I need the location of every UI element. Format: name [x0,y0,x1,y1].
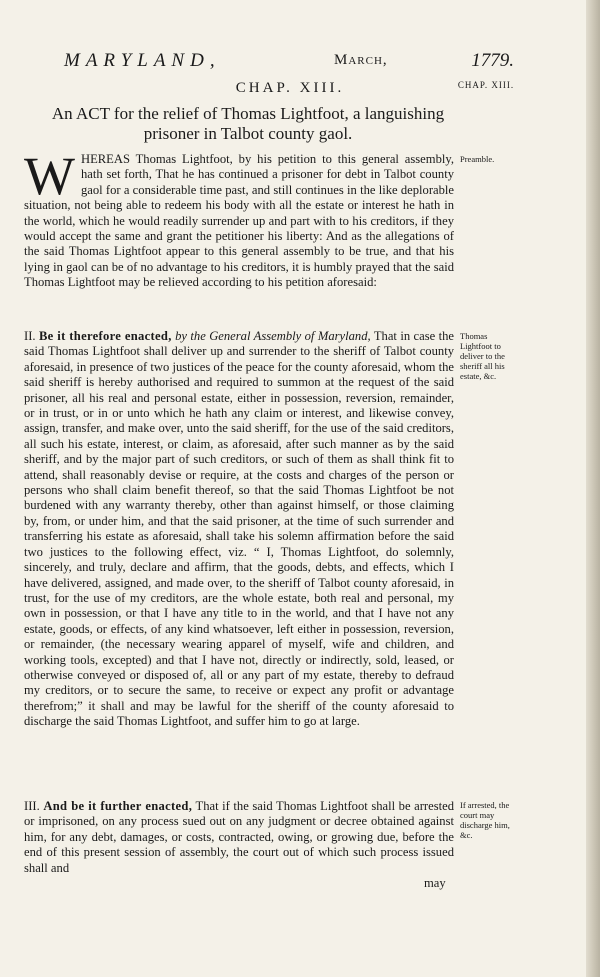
book-spine-shadow [586,0,600,977]
act-title: An ACT for the relief of Thomas Lightfoot, a languishing prisoner in Talbot county gaol. [51,104,445,143]
running-head-state: MARYLAND, [64,50,221,71]
section-2-number: II. [24,329,36,343]
preamble-paragraph [24,146,454,291]
section-3-text: That if the said Thomas Lightfoot shall be arrested or imprisoned, on any process sued out on any judgment or decree obtained against him, for any debt, damages, or costs, contracted, owing, or growing due, before the end of this present session of assembly, the court out of which such process issued shall and [24,799,454,875]
margin-note-section-2: Thomas Lightfoot to deliver to the sheriff all his estate, &c. [460,331,505,381]
chapter-margin-heading: CHAP. XIII. [457,80,515,90]
margin-note-preamble: Preamble. [460,154,495,164]
section-2-enacting-clause: Be it therefore enacted, [38,329,172,343]
running-head-year: 1779. [471,50,514,71]
section-2-text: That in case the said Thomas Lightfoot shall deliver up and surrender to the sheriff of Talbot county aforesaid, in presence of two justices of the peace for the county aforesaid, whom the said sheriff is hereby authorised and required to summon at the request of the said prisoner, all his real and personal estate, either in possession, reversion, remainder, or in trust, or in or unto which he hath any claim or interest, and likewise convey, assign, transfer, and make over, unto the said sheriff, for the use of the said creditors, all such his estate, interest, or claim, as aforesaid, after such manner as by the said sheriff, and by the major part of such creditors, or such of them as shall think fit to attend, shall reasonably devise or require, at the costs and charges of the person or persons who shall claim benefit thereof, so that the said Thomas Lightfoot be not burdened with any warranty thereby, other than against himself, or those claiming by, from, or under him, and that the said prisoner, at the time of such surrender and transferring his estate as aforesaid, shall take his solemn affirmation before the said two justices to the following effect, viz. “ I, Thomas Lightfoot, do solemnly, sincerely, and truly, declare and affirm, that the goods, debts, and effects, which I have delivered, assigned, and made over, to the sheriff of Talbot county aforesaid, in trust, for the use of my creditors, are the whole estate, both real and personal, my own in possession, or that I have any title to in the world, and that I have not any estate, goods, or effects, of any kind whatsoever, left either in possession, reversion, or remainder, (the necessary wearing apparel of myself, wife and children, and working tools, excepted) and that I have not, directly or indirectly, sold, leased, or otherwise conveyed or disposed of, all or any part of my estate, thereby to defraud my creditors, or to secure the same, to receive or expect any profit or advantage therefrom;” it shall and may be lawful for the sheriff of the county aforesaid to discharge the said Thomas Lightfoot, and suffer him to go at large. [24,329,455,729]
section-3-enacting-clause: And be it further enacted, [43,799,193,813]
catchword: may [424,876,446,890]
running-head [64,50,514,74]
section-2-paragraph [24,329,454,730]
section-3-paragraph [24,799,454,876]
dropcap: W [24,146,75,206]
section-3-number: III. [24,799,40,813]
margin-note-section-3: If arrested, the court may discharge him, &c. [460,800,510,840]
section-2-authority: by the General Assembly of Maryland, [175,329,371,343]
running-head-month: March, [334,52,388,68]
preamble-text: HEREAS Thomas Lightfoot, by his petition to this general assembly, hath set forth, That he has continued a prisoner for debt in Talbot county gaol for a considerable time past, and still continues in the like deplorable situation, not being able to redeem his body with all the estate or interest he hath in the world, which he would readily surrender up and part with to his creditors, if they would accept the same and grant the petitioner his liberty: And as the allegations of the said Thomas Lightfoot appear to this general assembly to be true, and that his lying in gaol can be of no advantage to his creditors, it is humbly prayed that the said Thomas Lightfoot may be relieved according to his petition aforesaid: [24,152,454,290]
chapter-heading: CHAP. XIII. [235,80,345,96]
